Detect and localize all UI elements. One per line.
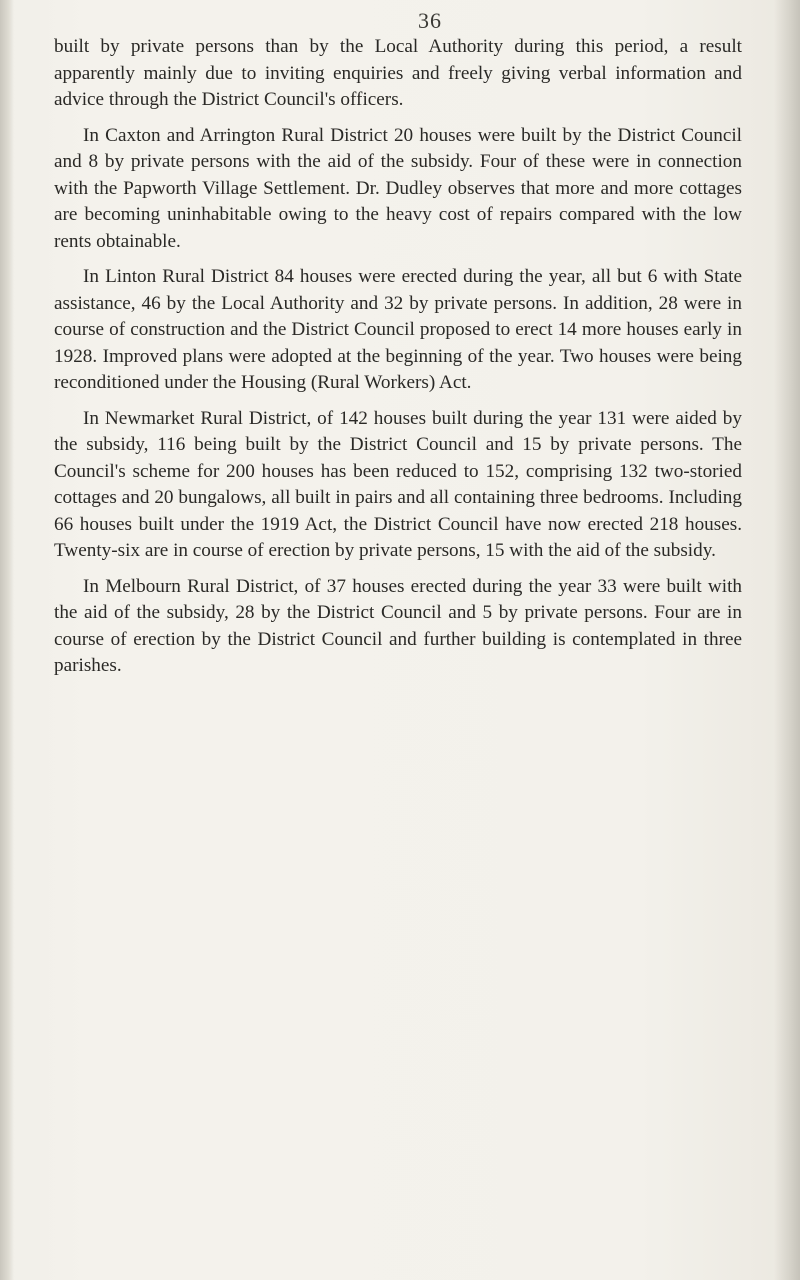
paragraph-newmarket: In Newmarket Rural District, of 142 houses built during the year 131 were aided by the subsidy, 116 being built by the District Council and 15 by private persons. The Council's scheme for 200 houses has been reduced to 152, comprising 132 two-storied cottages and 20 bungalows, all built in pairs and all containing three bedrooms. Including 66 houses built under the 1919 Act, the District Council have now erected 218 houses. Twenty-six are in course of erection by private persons, 15 with the aid of the subsidy. bbox=[54, 407, 742, 561]
binding-shadow bbox=[0, 0, 14, 1280]
page-number: 36 bbox=[418, 8, 442, 33]
paragraph-melbourn: In Melbourn Rural District, of 37 houses erected during the year 33 were built with the aid of the subsidy, 28 by the District Council and 5 by private persons. Four are in course of erection by the District Council and further building is contemplated in three parishes. bbox=[54, 575, 742, 676]
paragraph-continuation: built by private persons than by the Local Authority during this period, a result apparently mainly due to inviting enquiries and freely giving verbal information and advice through the District Council's officers. bbox=[54, 36, 742, 110]
page-edge-shadow bbox=[774, 0, 800, 1280]
body-text bbox=[54, 34, 742, 689]
paragraph-linton: In Linton Rural District 84 houses were erected during the year, all but 6 with State assistance, 46 by the Local Authority and 32 by private persons. In addition, 28 were in course of construction and the District Council proposed to erect 14 more houses early in 1928. Improved plans were adopted at the beginning of the year. Two houses were being reconditioned under the Housing (Rural Workers) Act. bbox=[54, 266, 742, 393]
paragraph-caxton-arrington: In Caxton and Arrington Rural District 20 houses were built by the District Council and 8 by private persons with the aid of the subsidy. Four of these were in connection with the Papworth Village Settlement. Dr. Dudley observes that more and more cottages are becoming uninhabitable owing to the heavy cost of repairs compared with the low rents obtainable. bbox=[54, 124, 742, 252]
